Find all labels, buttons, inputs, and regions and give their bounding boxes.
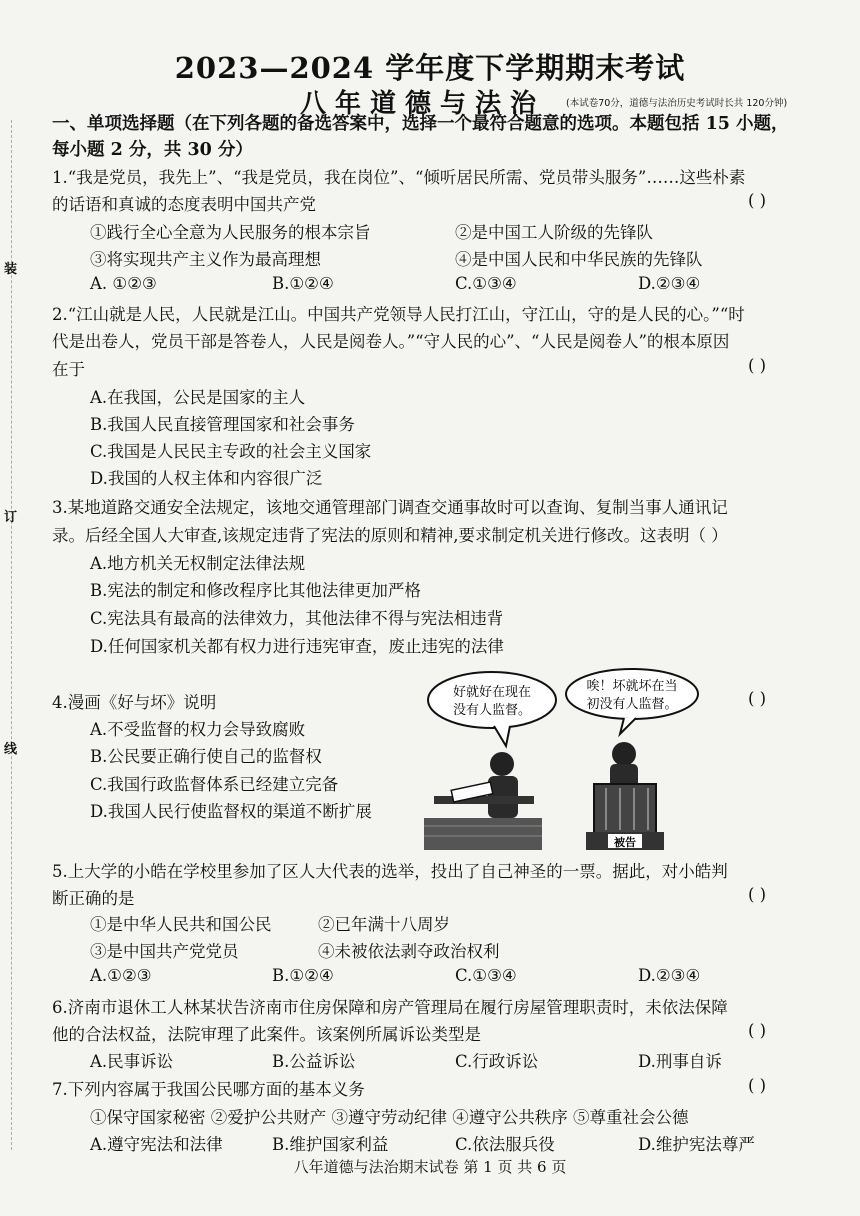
exam-note: (本试卷70分，道德与法治历史考试时长共 120分钟)	[566, 98, 788, 109]
binding-mark-ding: 订	[4, 510, 18, 525]
q1-stem: 1.“我是党员，我先上”、“我是党员，我在岗位”、“倾听居民所需、党员带头服务”……这些朴素	[52, 168, 746, 187]
q5-option-d[interactable]: D.②③④	[638, 966, 701, 985]
q5-stem: 5.上大学的小皓在学校里参加了区人大代表的选举，投出了自己神圣的一票。据此，对小皓判	[52, 862, 728, 881]
q5-option-c[interactable]: C.①③④	[455, 966, 517, 985]
q2-stem-3: 在于	[52, 360, 85, 379]
q3-option-a[interactable]: A.地方机关无权制定法律法规	[90, 554, 306, 573]
q5-answer-bracket[interactable]: ( )	[748, 885, 767, 904]
q4-option-b[interactable]: B.公民要正确行使自己的监督权	[90, 747, 322, 766]
q7-option-c[interactable]: C.依法服兵役	[455, 1135, 555, 1154]
q3-option-c[interactable]: C.宪法具有最高的法律效力，其他法律不得与宪法相违背	[90, 609, 504, 628]
q6-stem: 6.济南市退休工人林某状告济南市住房保障和房产管理局在履行房屋管理职责时，未依法保障	[52, 998, 728, 1017]
q1-statement-1: ①践行全心全意为人民服务的根本宗旨	[90, 223, 371, 242]
defendant-sign: 被告	[614, 836, 636, 849]
q1-option-d[interactable]: D.②③④	[638, 274, 701, 293]
q4-stem: 4.漫画《好与坏》说明	[52, 693, 217, 712]
q4-option-d[interactable]: D.我国人民行使监督权的渠道不断扩展	[90, 802, 372, 821]
q7-option-b[interactable]: B.维护国家利益	[272, 1135, 389, 1154]
q1-option-c[interactable]: C.①③④	[455, 274, 517, 293]
defendant-figure-right	[586, 742, 664, 850]
q2-option-b[interactable]: B.我国人民直接管理国家和社会事务	[90, 415, 355, 434]
q5-statement-2: ②已年满十八周岁	[318, 915, 450, 934]
q5-stem-2: 断正确的是	[52, 889, 135, 908]
q1-statement-2: ②是中国工人阶级的先锋队	[455, 223, 653, 242]
q4-answer-bracket[interactable]: ( )	[748, 689, 767, 708]
exam-subtitle: 八年道德与法治	[300, 89, 546, 119]
q1-answer-bracket[interactable]: ( )	[748, 191, 767, 210]
q3-option-b[interactable]: B.宪法的制定和修改程序比其他法律更加严格	[90, 581, 421, 600]
q5-option-b[interactable]: B.①②④	[272, 966, 334, 985]
q7-statements: ①保守国家秘密 ②爱护公共财产 ③遵守劳动纪律 ④遵守公共秩序 ⑤尊重社会公德	[90, 1108, 689, 1127]
q4-cartoon-image	[424, 668, 700, 850]
q5-option-a[interactable]: A.①②③	[90, 966, 152, 985]
q1-statement-4: ④是中国人民和中华民族的先锋队	[455, 250, 703, 269]
bubble-left-line2: 没有人监督。	[452, 703, 532, 718]
q6-option-a[interactable]: A.民事诉讼	[90, 1052, 174, 1071]
q6-answer-bracket[interactable]: ( )	[748, 1021, 767, 1040]
q1-option-a[interactable]: A. ①②③	[90, 274, 157, 293]
speech-bubble-left	[428, 672, 556, 728]
q5-statement-4: ④未被依法剥夺政治权利	[318, 942, 500, 961]
q2-stem: 2.“江山就是人民，人民就是江山。中国共产党领导人民打江山，守江山，守的是人民的心。”“时	[52, 305, 745, 324]
q4-option-c[interactable]: C.我国行政监督体系已经建立完备	[90, 775, 339, 794]
q6-option-b[interactable]: B.公益诉讼	[272, 1052, 356, 1071]
q5-statement-3: ③是中国共产党党员	[90, 942, 239, 961]
bubble-right-line1: 唉！坏就坏在当	[586, 679, 678, 694]
q7-option-a[interactable]: A.遵守宪法和法律	[90, 1135, 223, 1154]
section-heading-line2: 每小题 2 分，共 30 分）	[52, 140, 253, 160]
page-footer: 八年道德与法治期末试卷 第 1 页 共 6 页	[293, 1158, 567, 1176]
q5-statement-1: ①是中华人民共和国公民	[90, 915, 272, 934]
q3-stem-2: 录。后经全国人大审查,该规定违背了宪法的原则和精神,要求制定机关进行修改。这表明（ ）	[52, 526, 728, 545]
exam-title: 2023—2024 学年度下学期期末考试	[174, 51, 686, 85]
q6-option-d[interactable]: D.刑事自诉	[638, 1052, 722, 1071]
q2-answer-bracket[interactable]: ( )	[748, 356, 767, 375]
q4-option-a[interactable]: A.不受监督的权力会导致腐败	[90, 720, 306, 739]
q1-statement-3: ③将实现共产主义作为最高理想	[90, 250, 321, 269]
bubble-left-line1: 好就好在现在	[452, 685, 532, 700]
bubble-right-line2: 初没有人监督。	[586, 697, 678, 712]
q2-option-a[interactable]: A.在我国，公民是国家的主人	[90, 388, 306, 407]
q2-option-d[interactable]: D.我国的人权主体和内容很广泛	[90, 469, 323, 488]
q3-stem: 3.某地道路交通安全法规定，该地交通管理部门调查交通事故时可以查询、复制当事人通讯记	[52, 498, 728, 517]
q2-stem-2: 代是出卷人，党员干部是答卷人，人民是阅卷人。”“守人民的心”、“人民是阅卷人”的根本原因	[52, 332, 730, 351]
q7-answer-bracket[interactable]: ( )	[748, 1076, 767, 1095]
q1-option-b[interactable]: B.①②④	[272, 274, 334, 293]
binding-mark-zhuang: 装	[4, 262, 18, 277]
official-figure-left	[424, 752, 542, 850]
q2-option-c[interactable]: C.我国是人民民主专政的社会主义国家	[90, 442, 372, 461]
binding-mark-xian: 线	[4, 742, 18, 757]
section-heading: 一、单项选择题（在下列各题的备选答案中，选择一个最符合题意的选项。本题包括 15 小题，	[52, 114, 789, 134]
q7-stem: 7.下列内容属于我国公民哪方面的基本义务	[52, 1080, 365, 1099]
q6-stem-2: 他的合法权益，法院审理了此案件。该案例所属诉讼类型是	[52, 1025, 481, 1044]
q3-option-d[interactable]: D.任何国家机关都有权力进行违宪审查，废止违宪的法律	[90, 637, 504, 656]
q1-stem-2: 的话语和真诚的态度表明中国共产党	[52, 195, 316, 214]
q7-option-d[interactable]: D.维护宪法尊严	[638, 1135, 755, 1154]
q6-option-c[interactable]: C.行政诉讼	[455, 1052, 539, 1071]
